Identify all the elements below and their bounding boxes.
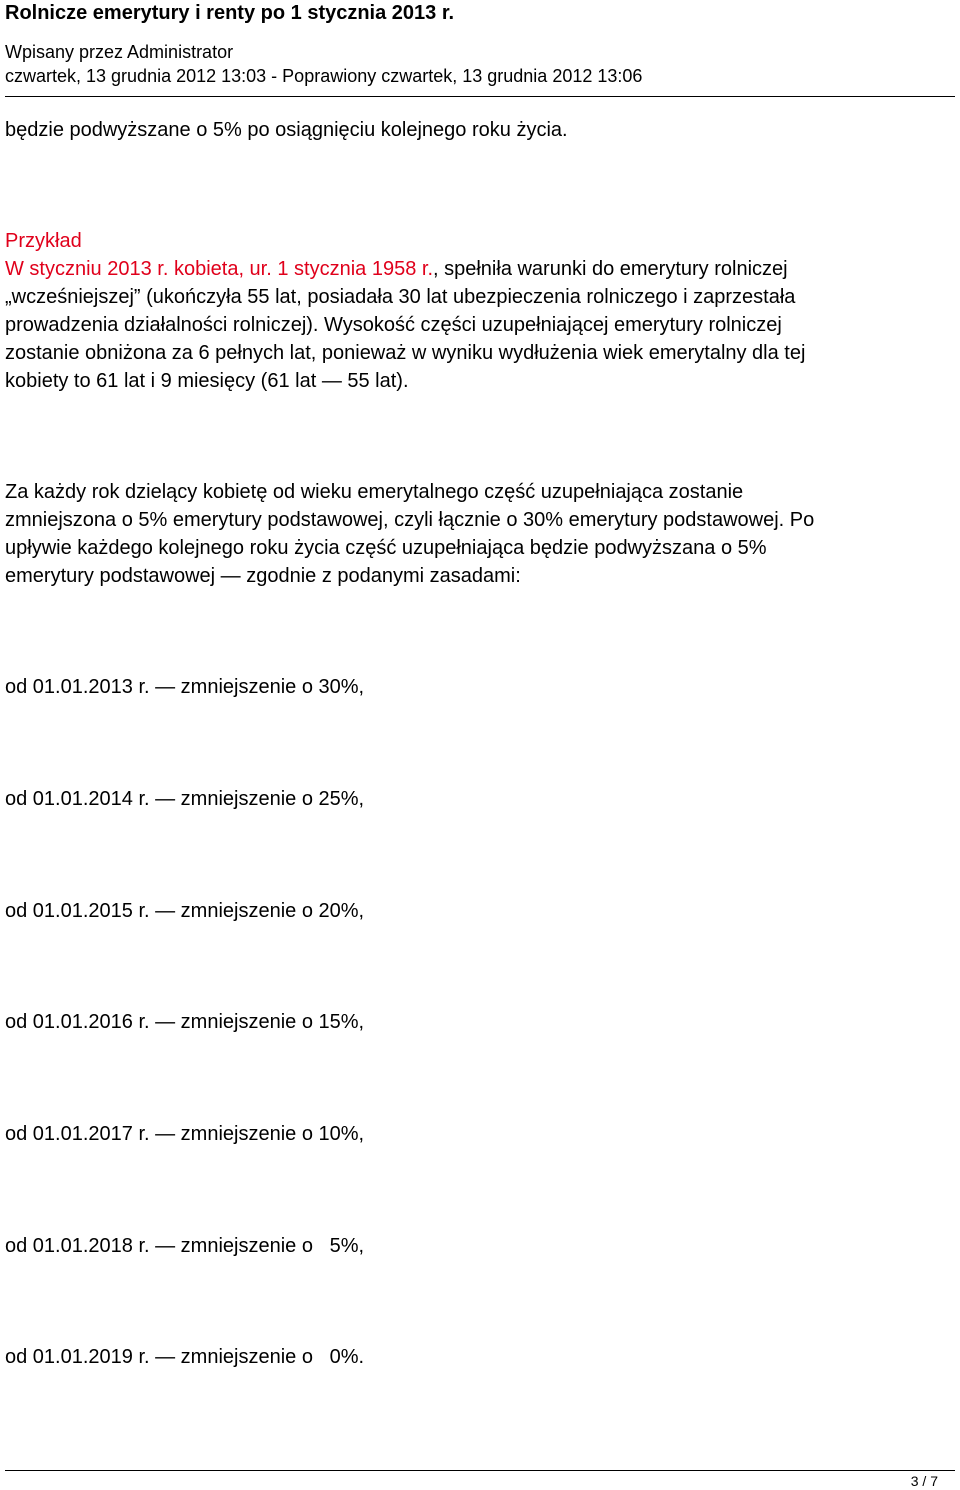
schedule-item: od 01.01.2017 r. — zmniejszenie o 10%, (5, 1123, 365, 1145)
example-line (5, 255, 955, 283)
footer-divider (5, 1470, 955, 1471)
date-line: czwartek, 13 grudnia 2012 13:03 - Poprawiony czwartek, 13 grudnia 2012 13:06 (5, 66, 643, 86)
intro-text: będzie podwyższane o 5% po osiągnięciu kolejnego roku życia. (5, 119, 568, 141)
example-line-rest: , spełniła warunki do emerytury rolniczej (433, 258, 788, 280)
schedule-item: od 01.01.2014 r. — zmniejszenie o 25%, (5, 788, 365, 810)
paragraph-line: Za każdy rok dzielący kobietę od wieku emerytalnego część uzupełniająca zostanie (5, 481, 744, 503)
example-line: zostanie obniżona za 6 pełnych lat, ponieważ w wyniku wydłużenia wiek emerytalny dla tej (5, 342, 806, 364)
author-line: Wpisany przez Administrator (5, 42, 234, 62)
paragraph-line: zmniejszona o 5% emerytury podstawowej, czyli łącznie o 30% emerytury podstawowej. Po (5, 509, 815, 531)
page-header (5, 0, 955, 88)
header-divider (5, 96, 955, 97)
schedule-item: od 01.01.2018 r. — zmniejszenie o 5%, (5, 1235, 365, 1257)
example-heading: Przykład (5, 230, 82, 252)
schedule-item: od 01.01.2016 r. — zmniejszenie o 15%, (5, 1011, 365, 1033)
example-line: kobiety to 61 lat i 9 miesięcy (61 lat — 55 lat). (5, 370, 409, 392)
page-title: Rolnicze emerytury i renty po 1 stycznia 2013 r. (5, 2, 455, 24)
schedule-item: od 01.01.2013 r. — zmniejszenie o 30%, (5, 676, 365, 698)
example-line: „wcześniejszej” (ukończyła 55 lat, posiadała 30 lat ubezpieczenia rolniczego i zaprzestała (5, 286, 796, 308)
schedule-item: od 01.01.2019 r. — zmniejszenie o 0%. (5, 1346, 365, 1368)
schedule-item: od 01.01.2015 r. — zmniejszenie o 20%, (5, 900, 365, 922)
paragraph-line: upływie każdego kolejnego roku życia część uzupełniająca będzie podwyższana o 5% (5, 537, 767, 559)
paragraph-line: emerytury podstawowej — zgodnie z podanymi zasadami: (5, 565, 521, 587)
page-number: 3 / 7 (910, 1473, 938, 1489)
example-line: prowadzenia działalności rolniczej). Wysokość części uzupełniającej emerytury rolniczej (5, 314, 782, 336)
example-highlight: W styczniu 2013 r. kobieta, ur. 1 stycznia 1958 r. (5, 258, 433, 280)
